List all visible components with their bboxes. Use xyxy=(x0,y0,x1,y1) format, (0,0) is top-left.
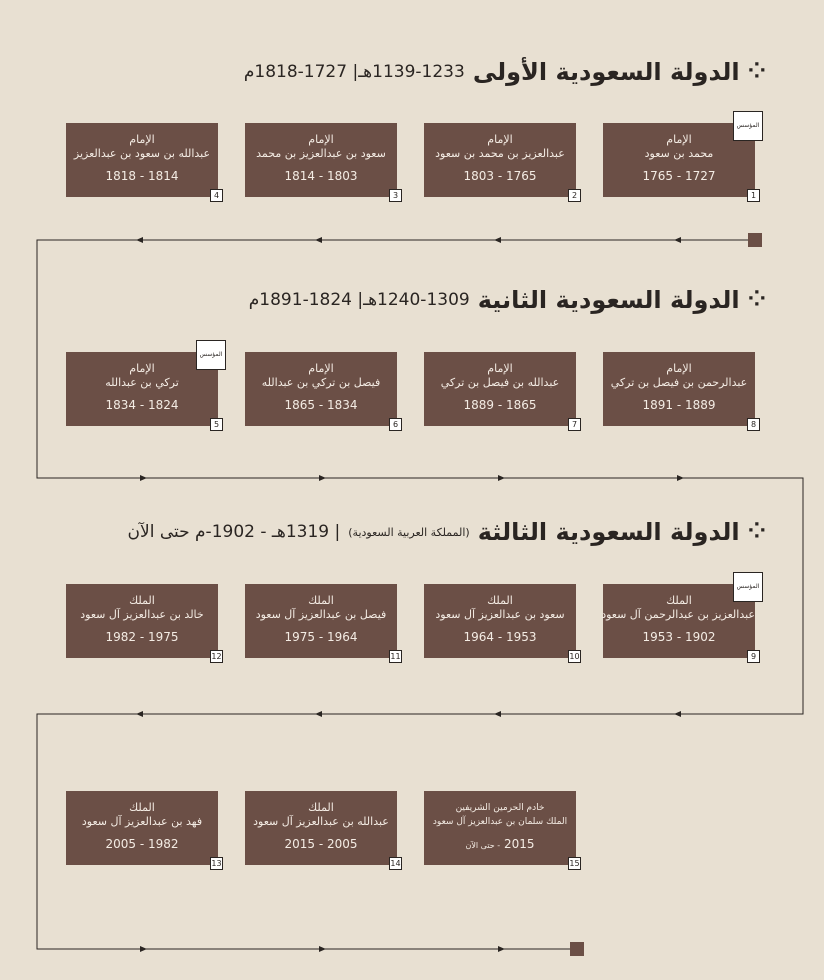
ruler-name: محمد بن سعود xyxy=(644,147,714,160)
ruler-role: الإمام xyxy=(666,362,692,375)
ruler-name: عبدالرحمن بن فيصل بن تركي xyxy=(610,376,748,389)
ruler-number: 8 xyxy=(747,418,760,431)
ruler-years: 1889 - 1891 xyxy=(642,398,716,412)
ruler-number: 13 xyxy=(211,859,222,868)
ruler-role: الإمام xyxy=(129,133,155,146)
ruler-role: الإمام xyxy=(487,133,513,146)
section-heading-first-state xyxy=(244,52,766,92)
ruler-card-11 xyxy=(245,584,401,661)
ruler-card-15 xyxy=(424,791,580,868)
ruler-card-1 xyxy=(603,122,760,200)
founder-badge: المؤسس xyxy=(196,340,226,370)
ruler-name: فهد بن عبدالعزيز آل سعود xyxy=(81,815,203,828)
ruler-years: 2005 - 2015 xyxy=(284,837,358,851)
ruler-name: سعود بن عبدالعزيز آل سعود xyxy=(435,608,565,621)
ruler-number: 15 xyxy=(569,859,580,868)
arrow-marker xyxy=(494,237,501,243)
ruler-role: الملك xyxy=(308,594,334,607)
ruler-name: عبدالعزيز بن محمد بن سعود xyxy=(435,147,565,160)
arrow-marker xyxy=(498,475,505,481)
ruler-role: الملك xyxy=(129,594,155,607)
ruler-name: فيصل بن تركي بن عبدالله xyxy=(261,376,381,389)
section-heading-third-state xyxy=(128,512,766,552)
arrow-marker xyxy=(140,475,147,481)
arrow-marker xyxy=(140,946,147,952)
ruler-role: الملك xyxy=(487,594,513,607)
ruler-number: 14 xyxy=(390,859,401,868)
ruler-role: الإمام xyxy=(308,362,334,375)
ruler-name: عبدالله بن فيصل بن تركي xyxy=(440,376,560,389)
ruler-card-2 xyxy=(424,123,578,200)
ruler-name: تركي بن عبدالله xyxy=(105,376,179,389)
ruler-years: 1824 - 1834 xyxy=(105,398,179,412)
ruler-number: 6 xyxy=(389,418,402,431)
arrow-marker xyxy=(136,237,143,243)
arrow-marker xyxy=(677,475,684,481)
ruler-years: 1975 - 1982 xyxy=(105,630,179,644)
ruler-card-13 xyxy=(66,791,222,868)
ruler-name: عبدالله بن عبدالعزيز آل سعود xyxy=(253,815,389,828)
timeline-start-marker xyxy=(748,233,762,247)
ruler-number: 10 xyxy=(569,652,580,661)
ruler-years: 1982 - 2005 xyxy=(105,837,179,851)
dots-icon: ⁘ xyxy=(747,519,766,544)
ruler-role: الإمام xyxy=(487,362,513,375)
ruler-years: 1765 - 1803 xyxy=(463,169,537,183)
section-dates: 1240-1309هـ| 1824-1891م xyxy=(248,290,470,310)
ruler-role: الإمام xyxy=(666,133,692,146)
ruler-role: الملك xyxy=(666,594,692,607)
ruler-card-8 xyxy=(603,352,757,429)
ruler-number: 7 xyxy=(568,418,581,431)
ruler-card-14 xyxy=(245,791,401,868)
ruler-years-start: 2015 xyxy=(503,837,535,851)
section-title: الدولة السعودية الأولى xyxy=(472,58,740,86)
arrow-marker xyxy=(674,711,681,717)
section-dates: | 1319هـ - 1902-م حتى الآن xyxy=(127,522,341,542)
ruler-number: 5 xyxy=(210,418,223,431)
timeline-end-marker xyxy=(570,942,584,956)
ruler-years: 1865 - 1889 xyxy=(463,398,537,412)
ruler-number: 9 xyxy=(747,650,760,663)
ruler-card-10 xyxy=(424,584,580,661)
ruler-years: 1803 - 1814 xyxy=(284,169,358,183)
arrow-marker xyxy=(319,946,326,952)
ruler-card-3 xyxy=(245,123,399,200)
ruler-years: 1727 - 1765 xyxy=(642,169,716,183)
ruler-role: الإمام xyxy=(129,362,155,375)
section-heading-second-state xyxy=(249,280,766,320)
ruler-years: 1814 - 1818 xyxy=(105,169,179,183)
ruler-years: 1834 - 1865 xyxy=(284,398,358,412)
ruler-card-7 xyxy=(424,352,578,429)
ruler-years: 1902 - 1953 xyxy=(642,630,716,644)
ruler-name: الملك سلمان بن عبدالعزيز آل سعود xyxy=(432,817,568,827)
ruler-years: 1964 - 1975 xyxy=(284,630,358,644)
ruler-card-9 xyxy=(601,583,760,661)
ruler-number: 11 xyxy=(390,652,401,661)
ruler-years-suffix: - حتى الآن xyxy=(465,841,501,850)
arrow-marker xyxy=(315,237,322,243)
ruler-years: 1953 - 1964 xyxy=(463,630,537,644)
founder-badge: المؤسس xyxy=(733,111,763,141)
section-dates: 1139-1233هـ| 1727-1818م xyxy=(243,62,465,82)
section-title: الدولة السعودية الثالثة xyxy=(477,518,740,546)
founder-badge: المؤسس xyxy=(733,572,763,602)
ruler-card-4 xyxy=(66,123,220,200)
arrow-marker xyxy=(315,711,322,717)
ruler-years xyxy=(424,837,576,853)
ruler-name: خالد بن عبدالعزيز آل سعود xyxy=(80,608,204,621)
ruler-role: خادم الحرمين الشريفين xyxy=(455,803,545,813)
arrow-marker xyxy=(498,946,505,952)
dots-icon: ⁘ xyxy=(747,59,766,84)
ruler-role: الإمام xyxy=(308,133,334,146)
ruler-number: 4 xyxy=(210,189,223,202)
ruler-card-6 xyxy=(245,352,399,429)
ruler-name: سعود بن عبدالعزيز بن محمد xyxy=(256,147,386,160)
ruler-role: الملك xyxy=(308,801,334,814)
ruler-card-5 xyxy=(66,351,223,429)
section-title: الدولة السعودية الثانية xyxy=(477,286,740,314)
dots-icon: ⁘ xyxy=(747,287,766,312)
ruler-number: 3 xyxy=(389,189,402,202)
section-subtitle: (المملكة العربية السعودية) xyxy=(348,525,470,539)
ruler-number: 1 xyxy=(747,189,760,202)
ruler-name: فيصل بن عبدالعزيز آل سعود xyxy=(255,608,387,621)
ruler-number: 2 xyxy=(568,189,581,202)
ruler-card-12 xyxy=(66,584,222,661)
ruler-name: عبدالعزيز بن عبدالرحمن آل سعود xyxy=(601,608,755,621)
arrow-marker xyxy=(674,237,681,243)
arrow-marker xyxy=(319,475,326,481)
ruler-role: الملك xyxy=(129,801,155,814)
ruler-number: 12 xyxy=(211,652,222,661)
arrow-marker xyxy=(494,711,501,717)
arrow-marker xyxy=(136,711,143,717)
ruler-name: عبدالله بن سعود بن عبدالعزيز xyxy=(73,147,211,160)
